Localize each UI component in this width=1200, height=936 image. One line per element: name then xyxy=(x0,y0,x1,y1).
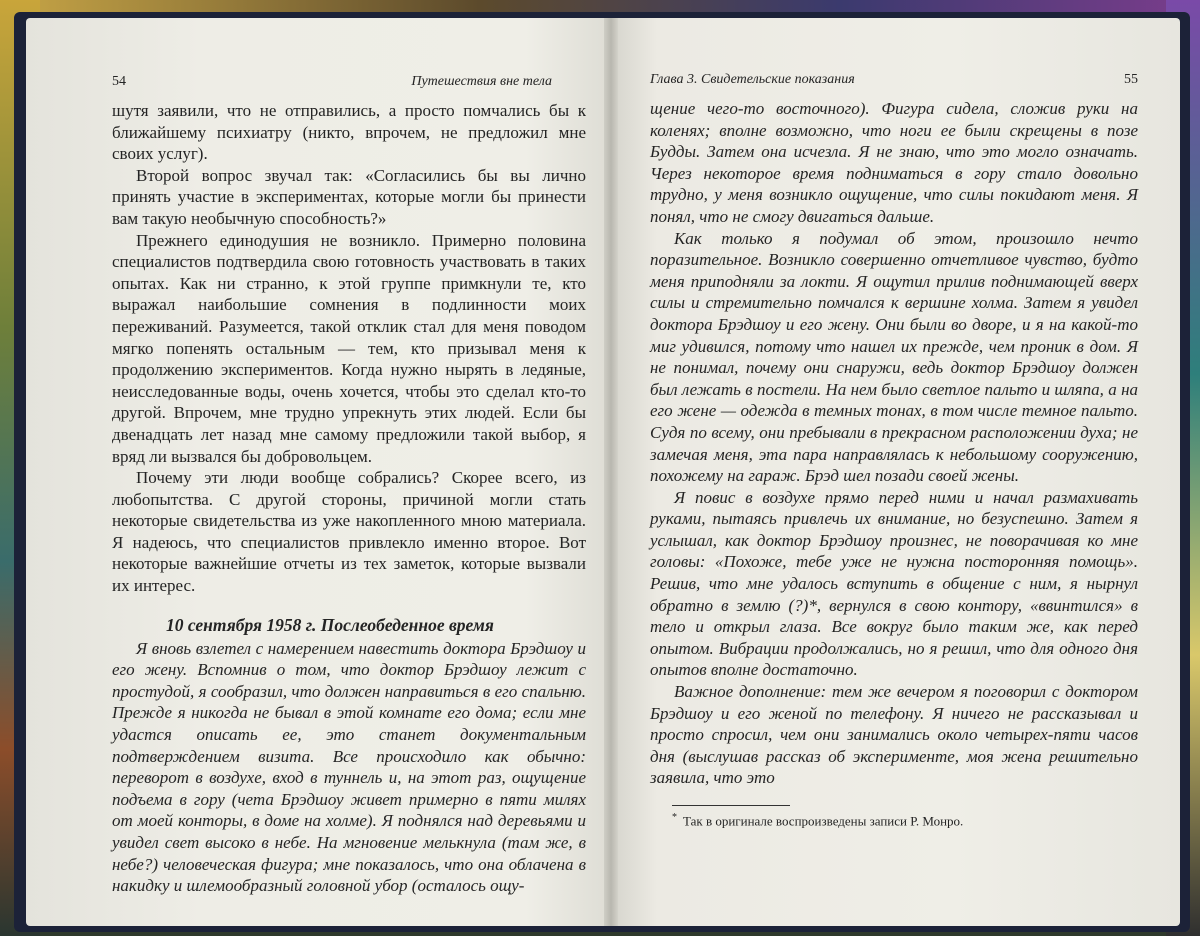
footnote-divider xyxy=(672,805,790,806)
left-running-header xyxy=(112,74,586,90)
right-running-title: Глава 3. Свидетельские показания xyxy=(650,72,855,87)
left-paragraph-3: Прежнего единодушия не возникло. Примерно половина специалистов подтвердила свою готовность участвовать в таких опытах. Как ни странно, к этой группе примкнули те, кто выражал наибольшие сомнения в подлинности моих переживаний. Разумеется, такой отклик стал для меня поводом мягко попенять остальным — тем, кто призывал меня к продолжению экспериментов. Когда нужно нырять в ледяные, неисследованные воды, очень хочется, чтобы это сделал кто-то другой. Впрочем, мне трудно упрекнуть этих людей. Если бы двенадцать лет назад мне самому предложили такой выбор, я вряд ли вызвался бы добровольцем. xyxy=(112,230,586,466)
right-running-header xyxy=(650,72,1138,88)
book-gutter xyxy=(604,18,618,926)
right-page xyxy=(612,18,1180,926)
left-paragraph-4: Почему эти люди вообще собрались? Скорее всего, из любопытства. С другой стороны, причиной могли стать некоторые свидетельства из уже накопленного мною материала. Я надеюсь, что специалистов привлекло именно второе. Вот некоторые важнейшие отчеты из тех заметок, которые вызвали их интерес. xyxy=(112,468,586,596)
left-page-number: 54 xyxy=(112,74,126,89)
left-page xyxy=(26,18,614,926)
left-paragraph-1: шутя заявили, что не отправились, а просто помчались бы к ближайшему психиатру (никто, впрочем, не предложил мне своих услуг). xyxy=(112,101,586,164)
footnote-text: Так в оригинале воспроизведены записи Р. Монро. xyxy=(683,813,964,829)
diary-entry-heading: 10 сентября 1958 г. Послеобеденное время xyxy=(166,614,494,635)
right-paragraph-2: Как только я подумал об этом, произошло нечто поразительное. Возникло совершенно отчетливое чувство, будто меня приподняли за локти. Я ощутил прилив поднимающей вверх силы и стремительно помчался к вершине холма. Затем я увидел доктора Брэдшоу и его жену. Они были во дворе, и я на какой-то миг удивился, потому что нашел их прежде, чем проник в дом. Я не понимал, почему они снаружи, ведь доктор Брэдшоу должен был лежать в постели. На нем было светлое пальто и шляпа, а на его жене — одежда в темных тонах, в том числе темное пальто. Судя по всему, они пребывали в прекрасном расположении духа; не замечая меня, эта пара направлялась к небольшому сооружению, похожему на гараж. Брэд шел позади своей жены. xyxy=(650,228,1138,486)
right-paragraph-3: Я повис в воздухе прямо перед ними и начал размахивать руками, пытаясь привлечь их внимание, но безуспешно. Затем я услышал, как доктор Брэдшоу произнес, не поворачивая ко мне головы: «Похоже, тебе уже не нужна посторонняя помощь». Решив, что мне удалось вступить в общение с ним, я нырнул обратно в землю (?)*, вернулся в свою контору, «ввинтился» в тело и открыл глаза. Все вокруг было таким же, как перед опытом. Вибрации продолжались, но я решил, что для одного дня опытов вполне достаточно. xyxy=(650,487,1138,680)
left-paragraph-2: Второй вопрос звучал так: «Согласились бы вы лично принять участие в экспериментах, которые могли бы принести вам такую необычную способность?» xyxy=(112,165,586,228)
right-paragraph-1: щение чего-то восточного). Фигура сидела, сложив руки на коленях; вполне возможно, что ноги ее были скрещены в позе Будды. Затем она исчезла. Я не знаю, что это могло означать. Через некоторое время подниматься в гору стало довольно трудно, у меня возникло ощущение, что силы покидают меня. Я понял, что не смогу двигаться дальше. xyxy=(650,99,1138,226)
left-running-title: Путешествия вне тела xyxy=(411,74,552,89)
footnote-mark: * xyxy=(672,812,677,823)
right-paragraph-4: Важное дополнение: тем же вечером я поговорил с доктором Брэдшоу и его женой по телефону. Я ничего не рассказывал и просто спросил, чем они занимались около четырех-пяти часов дня (выслушав рассказ об эксперименте, моя жена решительно заявила, что это xyxy=(650,682,1138,788)
footnote xyxy=(672,812,1138,829)
diary-entry-paragraph: Я вновь взлетел с намерением навестить доктора Брэдшоу и его жену. Вспомнив о том, что доктор Брэдшоу лежит с простудой, я сообразил, что должен направиться в его спальню. Прежде я никогда не бывал в этой комнате его дома; если мне удастся описать ее, это станет документальным подтверждением визита. Все происходило как обычно: переворот в воздухе, вход в туннель и, на этот раз, ощущение подъема в гору (чета Брэдшоу живет примерно в пяти милях от моей конторы, в доме на холме). Я поднялся над деревьями и увидел свет высоко в небе. На мгновение мелькнула (там же, в небе?) человеческая фигура; мне показалось, что она облачена в накидку и шлемообразный головной убор (осталось ощу- xyxy=(112,638,586,896)
right-page-number: 55 xyxy=(1124,72,1138,87)
